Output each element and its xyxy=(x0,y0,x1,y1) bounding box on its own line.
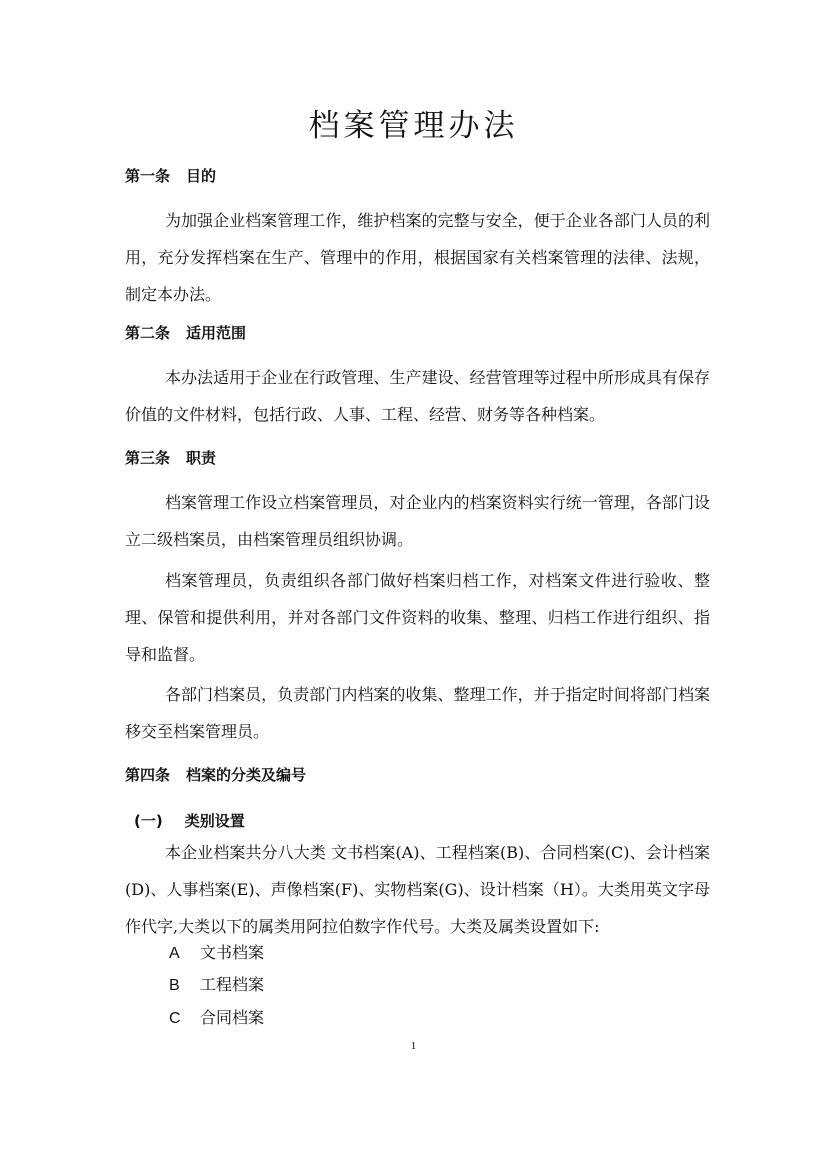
list-item-letter: B xyxy=(169,977,180,994)
page-number: 1 xyxy=(410,1040,417,1052)
subsection-heading-1 xyxy=(134,810,245,831)
section-heading-2 xyxy=(125,322,246,343)
document-title: 档案管理办法 xyxy=(308,108,519,144)
list-item-label: 工程档案 xyxy=(200,975,265,994)
subsection-name: 类别设置 xyxy=(184,812,245,830)
list-item xyxy=(169,940,264,963)
section-heading-1 xyxy=(125,165,216,186)
section-name: 档案的分类及编号 xyxy=(186,766,307,784)
list-item-letter: A xyxy=(169,945,180,962)
section-name: 目的 xyxy=(186,167,217,185)
section-3-paragraph-2: 档案管理员，负责组织各部门做好档案归档工作，对档案文件进行验收、整理、保管和提供利用，并对各部门文件资料的收集、整理、归档工作进行组织、指导和监督。 xyxy=(125,571,710,664)
section-name: 职责 xyxy=(186,449,217,467)
subsection-number: (一) xyxy=(134,812,163,830)
list-item xyxy=(169,972,264,995)
list-item-letter: C xyxy=(169,1010,181,1027)
section-number: 第四条 xyxy=(125,766,171,784)
list-item xyxy=(169,1005,264,1028)
section-3-paragraph-1: 档案管理工作设立档案管理员，对企业内的档案资料实行统一管理，各部门设立二级档案员，由档案管理员组织协调。 xyxy=(125,493,710,549)
section-number: 第二条 xyxy=(125,324,171,342)
section-3-paragraph-3: 各部门档案员，负责部门内档案的收集、整理工作，并于指定时间将部门档案移交至档案管理员。 xyxy=(125,685,710,741)
list-item-label: 文书档案 xyxy=(200,943,265,962)
section-1-paragraph: 为加强企业档案管理工作，维护档案的完整与安全，便于企业各部门人员的利用，充分发挥档案在生产、管理中的作用，根据国家有关档案管理的法律、法规，制定本办法。 xyxy=(125,211,710,304)
list-item-label: 合同档案 xyxy=(200,1008,265,1027)
section-number: 第三条 xyxy=(125,449,171,467)
subsection-1-paragraph: 本企业档案共分八大类 文书档案(A)、工程档案(B)、合同档案(C)、会计档案(D)、人事档案(E)、声像档案(F)、实物档案(G)、设计档案（H）。大类用英文字母作代字,大类以下的属类用阿拉伯数字作代号。大类及属类设置如下: xyxy=(125,843,710,936)
section-name: 适用范围 xyxy=(186,324,247,342)
section-number: 第一条 xyxy=(125,167,171,185)
section-heading-4 xyxy=(125,764,306,785)
section-heading-3 xyxy=(125,447,216,468)
section-2-paragraph: 本办法适用于企业在行政管理、生产建设、经营管理等过程中所形成具有保存价值的文件材料，包括行政、人事、工程、经营、财务等各种档案。 xyxy=(125,368,710,424)
